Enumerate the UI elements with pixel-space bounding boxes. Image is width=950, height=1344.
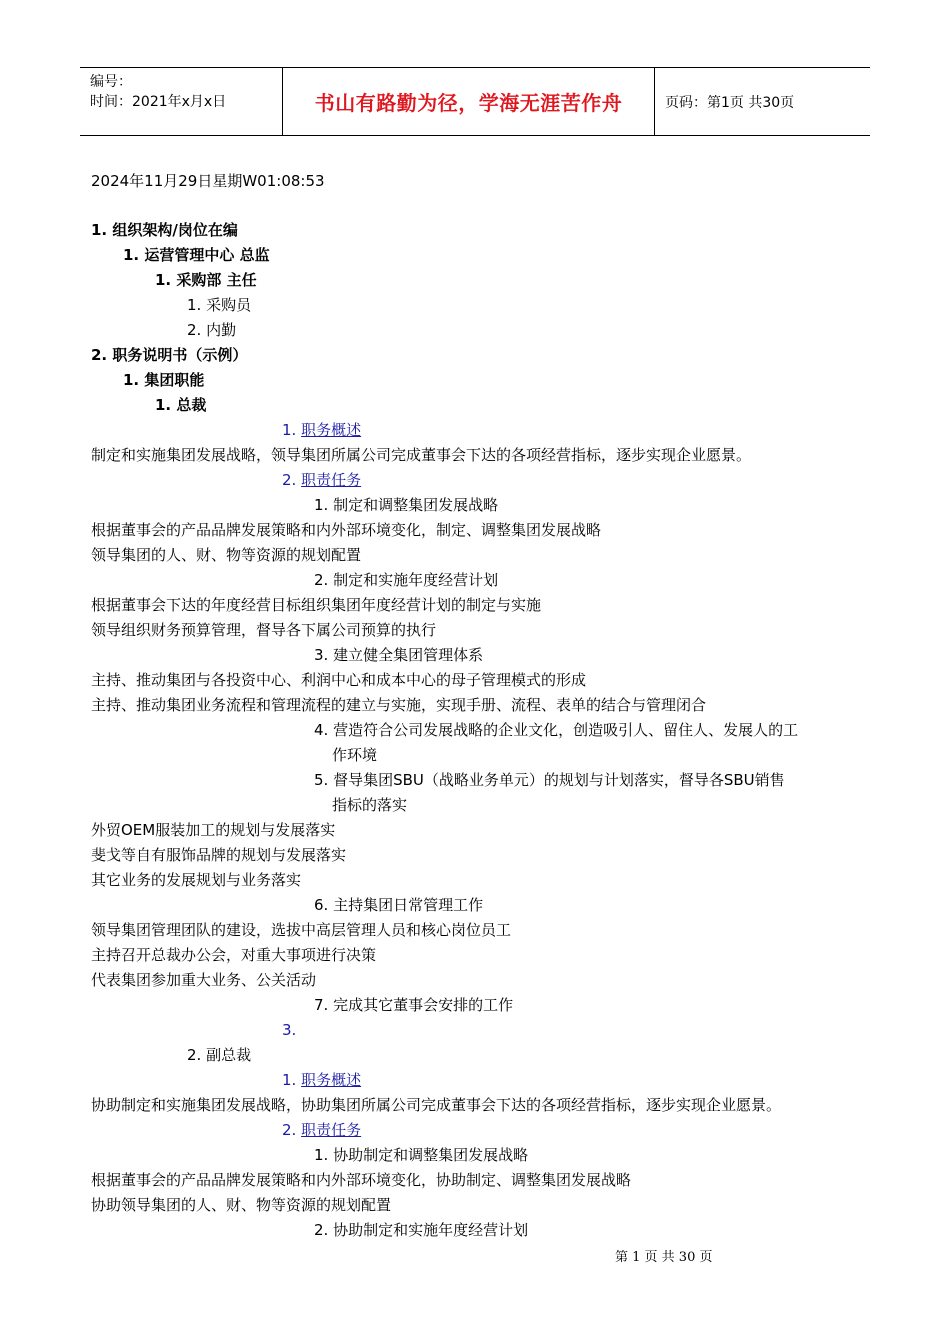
duty-item: 5. 督导集团SBU（战略业务单元）的规划与计划落实，督导各SBU销售 (314, 771, 785, 789)
paragraph: 协助领导集团的人、财、物等资源的规划配置 (91, 1196, 392, 1214)
duty-item: 2. 制定和实施年度经营计划 (314, 571, 499, 589)
section-number: 1. (282, 1071, 302, 1089)
section-heading (282, 470, 361, 490)
paragraph: 主持召开总裁办公会，对重大事项进行决策 (91, 946, 377, 964)
section-heading (282, 1120, 361, 1140)
heading-1-1-1: 1. 采购部 主任 (155, 271, 257, 289)
duty-item: 1. 制定和调整集团发展战略 (314, 496, 499, 514)
paragraph: 主持、推动集团与各投资中心、利润中心和成本中心的母子管理模式的形成 (91, 671, 587, 689)
duty-item: 4. 营造符合公司发展战略的企业文化，创造吸引人、留住人、发展人的工 (314, 721, 799, 739)
heading-1-1: 1. 运营管理中心 总监 (123, 246, 270, 264)
document-number-label: 编号： (90, 74, 132, 90)
section-number: 1. (282, 421, 302, 439)
heading-1: 1. 组织架构/岗位在编 (91, 221, 238, 239)
duty-item: 7. 完成其它董事会安排的工作 (314, 996, 514, 1014)
section-heading (282, 1070, 361, 1090)
heading-2-1: 1. 集团职能 (123, 371, 205, 389)
section-heading (282, 420, 361, 440)
list-item: 1. 采购员 (187, 296, 252, 314)
job-duties-link[interactable]: 职责任务 (301, 1121, 362, 1139)
paragraph: 代表集团参加重大业务、公关活动 (91, 971, 317, 989)
duty-item-continuation: 指标的落实 (332, 796, 408, 814)
duty-item: 6. 主持集团日常管理工作 (314, 896, 484, 914)
paragraph: 协助制定和实施集团发展战略，协助集团所属公司完成董事会下达的各项经营指标，逐步实现企业愿景。 (91, 1096, 782, 1114)
paragraph: 领导集团的人、财、物等资源的规划配置 (91, 546, 362, 564)
paragraph: 根据董事会下达的年度经营目标组织集团年度经营计划的制定与实施 (91, 596, 542, 614)
paragraph: 制定和实施集团发展战略，领导集团所属公司完成董事会下达的各项经营指标，逐步实现企业愿景。 (91, 446, 752, 464)
paragraph: 斐戈等自有服饰品牌的规划与发展落实 (91, 846, 347, 864)
paragraph: 主持、推动集团业务流程和管理流程的建立与实施，实现手册、流程、表单的结合与管理闭合 (91, 696, 707, 714)
section-number: 2. (282, 471, 302, 489)
paragraph: 外贸OEM服装加工的规划与发展落实 (91, 821, 336, 839)
paragraph: 领导集团管理团队的建设，选拔中高层管理人员和核心岗位员工 (91, 921, 512, 939)
job-overview-link[interactable]: 职务概述 (301, 1071, 362, 1089)
heading-2-1-1: 1. 总裁 (155, 396, 207, 414)
duty-item-continuation: 作环境 (332, 746, 378, 764)
document-time-label: 时间：2021年x月x日 (90, 94, 227, 110)
header-meta (80, 68, 283, 135)
document-timestamp: 2024年11月29日星期W01:08:53 (91, 172, 325, 190)
duty-item: 2. 协助制定和实施年度经营计划 (314, 1221, 529, 1239)
paragraph: 根据董事会的产品品牌发展策略和内外部环境变化，协助制定、调整集团发展战略 (91, 1171, 632, 1189)
job-overview-link[interactable]: 职务概述 (301, 421, 362, 439)
position-heading: 2. 副总裁 (187, 1046, 252, 1064)
section-number: 3. (282, 1021, 297, 1039)
paragraph: 根据董事会的产品品牌发展策略和内外部环境变化，制定、调整集团发展战略 (91, 521, 602, 539)
job-duties-link[interactable]: 职责任务 (301, 471, 362, 489)
section-number: 2. (282, 1121, 302, 1139)
header-motto-cell (283, 68, 655, 135)
duty-item: 3. 建立健全集团管理体系 (314, 646, 484, 664)
list-item: 2. 内勤 (187, 321, 237, 339)
duty-item: 1. 协助制定和调整集团发展战略 (314, 1146, 529, 1164)
heading-2: 2. 职务说明书（示例） (91, 346, 248, 364)
document-header (80, 67, 870, 136)
header-page-label: 页码：第1页 共30页 (665, 94, 795, 111)
paragraph: 其它业务的发展规划与业务落实 (91, 871, 302, 889)
header-page-cell (655, 68, 870, 135)
page-footer: 第 1 页 共 30 页 (615, 1250, 713, 1265)
paragraph: 领导组织财务预算管理，督导各下属公司预算的执行 (91, 621, 437, 639)
header-motto: 书山有路勤为径，学海无涯苦作舟 (314, 91, 623, 115)
